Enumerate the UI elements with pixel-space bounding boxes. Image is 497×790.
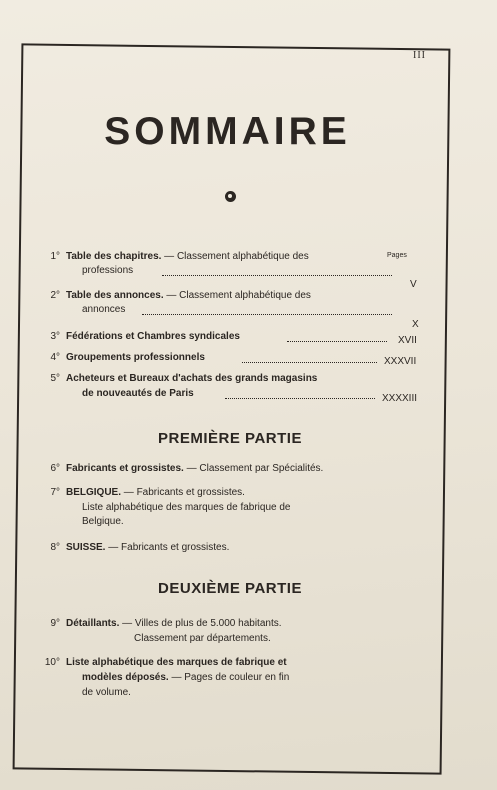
entry-title: Acheteurs et Bureaux d'achats des grands magasins <box>66 373 318 384</box>
entry-title: BELGIQUE. <box>66 487 122 498</box>
dot-leader <box>162 275 392 276</box>
entry-title: Groupements professionnels <box>66 352 205 363</box>
toc-entry-3 <box>32 330 432 346</box>
part-heading-1: PREMIÈRE PARTIE <box>158 430 302 447</box>
toc-entry-10 <box>32 656 432 704</box>
entry-continuation-description: — Pages de couleur en fin <box>168 672 290 683</box>
part-heading-2: DEUXIÈME PARTIE <box>158 580 302 597</box>
pages-column-label: Pages <box>387 252 407 259</box>
entry-title: Table des chapitres. <box>66 251 162 262</box>
toc-entry-2 <box>32 289 432 331</box>
entry-title: Détaillants. <box>66 618 120 629</box>
dot-leader <box>225 398 375 399</box>
toc-entry-8 <box>32 541 432 557</box>
entry-description: — Fabricants et grossistes. <box>121 487 245 498</box>
entry-number: 5° <box>50 373 60 384</box>
toc-entry-1 <box>32 250 432 290</box>
entry-description: — Villes de plus de 5.000 habitants. <box>119 618 282 629</box>
entry-continuation: professions <box>82 265 134 276</box>
entry-page: V <box>410 279 417 290</box>
entry-continuation: de nouveautés de Paris <box>82 388 194 399</box>
toc-entry-9 <box>32 617 432 649</box>
entry-page: X <box>412 319 419 330</box>
dot-leader <box>242 362 377 363</box>
entry-title: Table des annonces. <box>66 290 164 301</box>
toc-entry-7 <box>32 486 432 532</box>
ornament-dot <box>225 191 236 202</box>
page-title: SOMMAIRE <box>104 110 351 153</box>
entry-description: — Classement alphabétique des <box>163 290 311 301</box>
entry-description: — Classement par Spécialités. <box>183 463 324 474</box>
entry-title: SUISSE. <box>66 542 106 553</box>
dot-leader <box>287 341 387 342</box>
entry-description: — Fabricants et grossistes. <box>105 542 230 553</box>
entry-description: — Classement alphabétique des <box>161 251 309 262</box>
entry-number: 10° <box>44 657 60 668</box>
entry-number: 6° <box>50 463 60 474</box>
entry-title: Fédérations et Chambres syndicales <box>66 331 240 342</box>
toc-entry-6 <box>32 462 432 478</box>
toc-entry-5 <box>32 372 432 406</box>
entry-number: 9° <box>50 618 60 629</box>
entry-title: Liste alphabétique des marques de fabrique et <box>66 657 287 668</box>
entry-page: XXXVII <box>384 356 417 367</box>
entry-number: 8° <box>50 542 60 553</box>
entry-title: Fabricants et grossistes. <box>66 463 184 474</box>
entry-continuation-2: de volume. <box>82 687 131 698</box>
entry-continuation: modèles déposés. <box>82 672 169 683</box>
entry-continuation: Classement par départements. <box>134 633 271 644</box>
entry-number: 1° <box>50 251 60 262</box>
entry-page: XVII <box>398 335 417 346</box>
entry-continuation-2: Belgique. <box>82 516 124 527</box>
entry-continuation: Liste alphabétique des marques de fabrique de <box>82 502 291 513</box>
entry-continuation: annonces <box>82 304 126 315</box>
entry-number: 2° <box>50 290 60 301</box>
toc-entry-4 <box>32 351 432 367</box>
entry-number: 3° <box>50 331 60 342</box>
page-number: III <box>413 50 426 61</box>
dot-leader <box>142 314 392 315</box>
entry-number: 7° <box>50 487 60 498</box>
entry-number: 4° <box>50 352 60 363</box>
entry-page: XXXXIII <box>382 393 418 404</box>
